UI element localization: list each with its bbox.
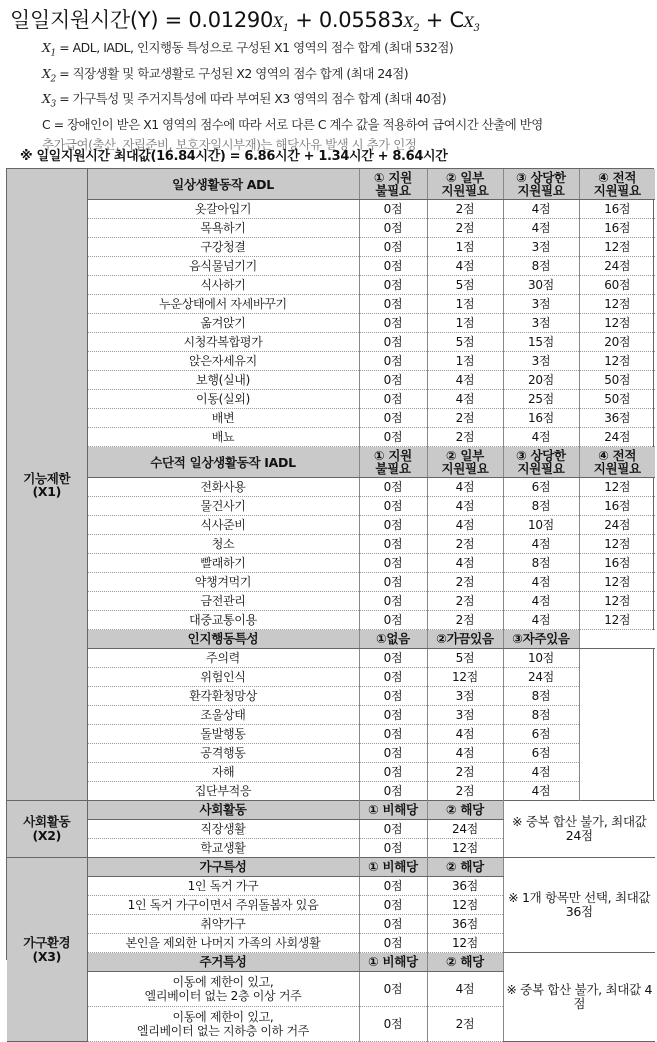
iadl-row	[7, 554, 655, 573]
adl-col-header: ④ 전적 지원필요	[579, 169, 655, 200]
household-score: 0점	[359, 934, 427, 953]
social-title: 사회활동	[87, 801, 359, 820]
housing-item: 이동에 제한이 있고, 엘리베이터 없는 2층 이상 거주	[87, 972, 359, 1007]
iadl-score: 8점	[503, 497, 579, 516]
cog-score: 0점	[359, 725, 427, 744]
def-c: C = 장애인이 받은 X1 영역의 점수에 따라 서로 다른 C 계수 값을 적용하여 급여시간 산출에 반영	[42, 117, 543, 133]
adl-row	[7, 257, 655, 276]
iadl-score: 2점	[427, 592, 503, 611]
iadl-item: 금전관리	[87, 592, 359, 611]
household-header-row	[7, 858, 655, 877]
adl-score: 3점	[503, 314, 579, 333]
adl-score: 2점	[427, 219, 503, 238]
iadl-row	[7, 478, 655, 497]
iadl-score: 4점	[427, 554, 503, 573]
cog-item: 주의력	[87, 649, 359, 668]
adl-score: 5점	[427, 333, 503, 352]
adl-score: 0점	[359, 371, 427, 390]
adl-row	[7, 371, 655, 390]
cog-empty-cell	[579, 725, 655, 744]
adl-item: 배변	[87, 409, 359, 428]
adl-score: 3점	[503, 352, 579, 371]
cog-col-header: ②가끔있음	[427, 630, 503, 649]
adl-row	[7, 352, 655, 371]
adl-score: 3점	[503, 238, 579, 257]
adl-score: 20점	[503, 371, 579, 390]
def-x2: $X_2$ = 직장생활 및 학교생활로 구성된 X2 영역의 점수 합계 (최대 24점)	[42, 65, 409, 85]
cog-row	[7, 706, 655, 725]
score-table-container	[6, 168, 654, 1038]
iadl-score: 0점	[359, 592, 427, 611]
adl-score: 4점	[503, 428, 579, 447]
housing-note: ※ 중복 합산 불가, 최대값 4점	[503, 953, 655, 1042]
cog-item: 환각환청망상	[87, 687, 359, 706]
adl-score: 16점	[503, 409, 579, 428]
household-score: 0점	[359, 896, 427, 915]
adl-score: 0점	[359, 200, 427, 219]
cog-row	[7, 725, 655, 744]
cog-empty-cell	[579, 744, 655, 763]
cog-score: 0점	[359, 668, 427, 687]
adl-score: 4점	[427, 257, 503, 276]
adl-score: 2점	[427, 200, 503, 219]
iadl-title: 수단적 일상생활동작 IADL	[87, 447, 359, 478]
adl-score: 0점	[359, 257, 427, 276]
cog-score: 6점	[503, 744, 579, 763]
iadl-score: 6점	[503, 478, 579, 497]
variable-definitions	[42, 38, 657, 156]
cog-empty-cell	[579, 763, 655, 782]
cog-row	[7, 649, 655, 668]
iadl-row	[7, 497, 655, 516]
adl-score: 0점	[359, 314, 427, 333]
adl-score: 24점	[579, 257, 655, 276]
adl-row	[7, 200, 655, 219]
score-table	[7, 169, 655, 1042]
iadl-item: 약챙겨먹기	[87, 573, 359, 592]
iadl-item: 전화사용	[87, 478, 359, 497]
cog-item: 돌발행동	[87, 725, 359, 744]
adl-row	[7, 238, 655, 257]
iadl-item: 물건사기	[87, 497, 359, 516]
adl-score: 16점	[579, 200, 655, 219]
cog-score: 2점	[427, 763, 503, 782]
cog-score: 4점	[503, 782, 579, 801]
adl-score: 0점	[359, 276, 427, 295]
iadl-score: 12점	[579, 535, 655, 554]
extra-benefit-note: 추가급여(출산, 자립준비, 보호자일시부재)는 해당사유 발생 시 추가 인정	[42, 137, 417, 153]
social-item: 학교생활	[87, 839, 359, 858]
cog-item: 위험인식	[87, 668, 359, 687]
iadl-score: 2점	[427, 611, 503, 630]
cog-score: 4점	[427, 725, 503, 744]
adl-score: 3점	[503, 295, 579, 314]
max-support-time: ※ 일일지원시간 최대값(16.84시간) = 6.86시간 + 1.34시간 + 8.64시간	[20, 149, 448, 164]
iadl-score: 4점	[503, 573, 579, 592]
household-score: 36점	[427, 915, 503, 934]
household-item: 1인 독거 가구이면서 주위돌봄자 있음	[87, 896, 359, 915]
adl-row	[7, 409, 655, 428]
household-score: 12점	[427, 896, 503, 915]
cog-score: 0점	[359, 706, 427, 725]
iadl-row	[7, 592, 655, 611]
social-note: ※ 중복 합산 불가, 최대값 24점	[503, 801, 655, 858]
cog-row	[7, 687, 655, 706]
cog-item: 자해	[87, 763, 359, 782]
cog-score: 0점	[359, 649, 427, 668]
social-score: 0점	[359, 820, 427, 839]
housing-score: 0점	[359, 1007, 427, 1042]
adl-score: 1점	[427, 352, 503, 371]
iadl-score: 2점	[427, 573, 503, 592]
category-x3: 가구환경 (X3)	[7, 858, 87, 1042]
adl-row	[7, 295, 655, 314]
adl-item: 이동(실외)	[87, 390, 359, 409]
iadl-score: 8점	[503, 554, 579, 573]
iadl-score: 0점	[359, 516, 427, 535]
iadl-col-header: ② 일부 지원필요	[427, 447, 503, 478]
adl-score: 30점	[503, 276, 579, 295]
adl-score: 60점	[579, 276, 655, 295]
formula-header	[0, 0, 657, 168]
cog-score: 2점	[427, 782, 503, 801]
cog-empty-cell	[579, 706, 655, 725]
category-x2: 사회활동 (X2)	[7, 801, 87, 858]
cog-item: 공격행동	[87, 744, 359, 763]
iadl-col-header: ① 지원 불필요	[359, 447, 427, 478]
iadl-row	[7, 611, 655, 630]
adl-row	[7, 428, 655, 447]
coef-x2: 0.05583	[318, 8, 404, 32]
adl-item: 보행(실내)	[87, 371, 359, 390]
adl-score: 50점	[579, 371, 655, 390]
adl-score: 16점	[579, 219, 655, 238]
support-time-formula: 일일지원시간$(Y) = 0.01290X_1 + 0.05583X_2 + CX_3$	[10, 8, 480, 34]
adl-score: 0점	[359, 352, 427, 371]
cog-row	[7, 782, 655, 801]
iadl-score: 4점	[503, 535, 579, 554]
iadl-score: 12점	[579, 573, 655, 592]
household-col-header: ② 해당	[427, 858, 503, 877]
adl-score: 4점	[427, 371, 503, 390]
cog-score: 8점	[503, 706, 579, 725]
adl-header-row	[7, 169, 655, 200]
social-header-row	[7, 801, 655, 820]
iadl-col-header: ④ 전적 지원필요	[579, 447, 655, 478]
social-score: 0점	[359, 839, 427, 858]
adl-col-header: ① 지원 불필요	[359, 169, 427, 200]
iadl-score: 12점	[579, 611, 655, 630]
adl-item: 배뇨	[87, 428, 359, 447]
housing-score: 2점	[427, 1007, 503, 1042]
iadl-score: 24점	[579, 516, 655, 535]
iadl-row	[7, 516, 655, 535]
adl-score: 15점	[503, 333, 579, 352]
adl-item: 앉은자세유지	[87, 352, 359, 371]
iadl-item: 대중교통이용	[87, 611, 359, 630]
adl-score: 20점	[579, 333, 655, 352]
adl-score: 5점	[427, 276, 503, 295]
iadl-score: 16점	[579, 497, 655, 516]
household-title: 가구특성	[87, 858, 359, 877]
cog-score: 8점	[503, 687, 579, 706]
household-item: 취약가구	[87, 915, 359, 934]
cog-score: 3점	[427, 687, 503, 706]
adl-row	[7, 333, 655, 352]
adl-row	[7, 314, 655, 333]
adl-score: 25점	[503, 390, 579, 409]
social-col-header: ② 해당	[427, 801, 503, 820]
housing-item: 이동에 제한이 있고, 엘리베이터 없는 지하층 이하 거주	[87, 1007, 359, 1042]
cog-score: 0점	[359, 687, 427, 706]
cog-col-header: ③자주있음	[503, 630, 579, 649]
cog-row	[7, 744, 655, 763]
iadl-score: 0점	[359, 573, 427, 592]
adl-score: 0점	[359, 219, 427, 238]
cog-title: 인지행동특성	[87, 630, 359, 649]
iadl-score: 2점	[427, 535, 503, 554]
household-score: 0점	[359, 877, 427, 896]
adl-score: 0점	[359, 409, 427, 428]
adl-col-header: ③ 상당한 지원필요	[503, 169, 579, 200]
household-score: 12점	[427, 934, 503, 953]
cog-empty-cell	[579, 649, 655, 668]
iadl-score: 4점	[427, 516, 503, 535]
adl-score: 0점	[359, 238, 427, 257]
adl-score: 2점	[427, 409, 503, 428]
formula-lhs: 일일지원시간(Y)	[10, 8, 159, 32]
adl-score: 1점	[427, 295, 503, 314]
housing-col-header: ② 해당	[427, 953, 503, 972]
adl-item: 옷갈아입기	[87, 200, 359, 219]
iadl-item: 청소	[87, 535, 359, 554]
housing-score: 0점	[359, 972, 427, 1007]
iadl-score: 10점	[503, 516, 579, 535]
iadl-row	[7, 535, 655, 554]
household-col-header: ① 비해당	[359, 858, 427, 877]
household-note: ※ 1개 항목만 선택, 최대값 36점	[503, 858, 655, 953]
cog-header-blank	[579, 630, 655, 649]
def-x1: $X_1$ = ADL, IADL, 인지행동 특성으로 구성된 X1 영역의 점수 합계 (최대 532점)	[42, 40, 454, 59]
cog-score: 0점	[359, 763, 427, 782]
cog-score: 12점	[427, 668, 503, 687]
cog-score: 10점	[503, 649, 579, 668]
housing-title: 주거특성	[87, 953, 359, 972]
adl-item: 음식물넘기기	[87, 257, 359, 276]
household-score: 0점	[359, 915, 427, 934]
adl-score: 4점	[503, 200, 579, 219]
adl-score: 1점	[427, 238, 503, 257]
cog-empty-cell	[579, 687, 655, 706]
adl-item: 구강청결	[87, 238, 359, 257]
adl-score: 12점	[579, 352, 655, 371]
adl-score: 0점	[359, 295, 427, 314]
household-score: 36점	[427, 877, 503, 896]
adl-row	[7, 219, 655, 238]
iadl-score: 4점	[427, 497, 503, 516]
cog-header-row	[7, 630, 655, 649]
def-x3: $X_3$ = 가구특성 및 주거지특성에 따라 부여된 X3 영역의 점수 합계 (최대 40점)	[42, 91, 447, 110]
adl-score: 12점	[579, 238, 655, 257]
housing-col-header: ① 비해당	[359, 953, 427, 972]
cog-item: 집단부적응	[87, 782, 359, 801]
cog-row	[7, 763, 655, 782]
housing-score: 4점	[427, 972, 503, 1007]
social-item: 직장생활	[87, 820, 359, 839]
iadl-score: 0점	[359, 478, 427, 497]
iadl-header-row	[7, 447, 655, 478]
coef-c: C	[449, 8, 464, 32]
cog-score: 6점	[503, 725, 579, 744]
adl-score: 4점	[503, 219, 579, 238]
adl-item: 식사하기	[87, 276, 359, 295]
cog-score: 4점	[503, 763, 579, 782]
adl-score: 24점	[579, 428, 655, 447]
cog-item: 조울상태	[87, 706, 359, 725]
adl-score: 1점	[427, 314, 503, 333]
iadl-score: 4점	[427, 478, 503, 497]
household-item: 본인을 제외한 나머지 가족의 사회생활	[87, 934, 359, 953]
adl-row	[7, 390, 655, 409]
social-score: 24점	[427, 820, 503, 839]
cog-score: 0점	[359, 782, 427, 801]
iadl-score: 12점	[579, 478, 655, 497]
adl-score: 50점	[579, 390, 655, 409]
iadl-score: 0점	[359, 554, 427, 573]
social-col-header: ① 비해당	[359, 801, 427, 820]
adl-score: 2점	[427, 428, 503, 447]
cog-empty-cell	[579, 668, 655, 687]
cog-score: 3점	[427, 706, 503, 725]
coef-x1: 0.01290	[188, 8, 274, 32]
cog-col-header: ①없음	[359, 630, 427, 649]
adl-item: 시청각복합평가	[87, 333, 359, 352]
adl-score: 0점	[359, 390, 427, 409]
adl-col-header: ② 일부 지원필요	[427, 169, 503, 200]
adl-title: 일상생활동작 ADL	[87, 169, 359, 200]
adl-score: 0점	[359, 428, 427, 447]
cog-score: 5점	[427, 649, 503, 668]
iadl-item: 빨래하기	[87, 554, 359, 573]
adl-score: 12점	[579, 314, 655, 333]
iadl-score: 16점	[579, 554, 655, 573]
adl-score: 0점	[359, 333, 427, 352]
cog-score: 0점	[359, 744, 427, 763]
adl-score: 12점	[579, 295, 655, 314]
iadl-score: 0점	[359, 497, 427, 516]
iadl-score: 4점	[503, 611, 579, 630]
cog-score: 4점	[427, 744, 503, 763]
cog-row	[7, 668, 655, 687]
category-x1: 기능제한 (X1)	[7, 169, 87, 801]
iadl-score: 0점	[359, 535, 427, 554]
iadl-score: 4점	[503, 592, 579, 611]
iadl-item: 식사준비	[87, 516, 359, 535]
iadl-row	[7, 573, 655, 592]
cog-score: 24점	[503, 668, 579, 687]
adl-score: 36점	[579, 409, 655, 428]
adl-score: 4점	[427, 390, 503, 409]
adl-score: 8점	[503, 257, 579, 276]
adl-item: 누운상태에서 자세바꾸기	[87, 295, 359, 314]
adl-item: 옮겨앉기	[87, 314, 359, 333]
iadl-col-header: ③ 상당한 지원필요	[503, 447, 579, 478]
household-item: 1인 독거 가구	[87, 877, 359, 896]
iadl-score: 12점	[579, 592, 655, 611]
housing-header-row	[7, 953, 655, 972]
adl-item: 목욕하기	[87, 219, 359, 238]
iadl-score: 0점	[359, 611, 427, 630]
cog-empty-cell	[579, 782, 655, 801]
adl-row	[7, 276, 655, 295]
social-score: 12점	[427, 839, 503, 858]
